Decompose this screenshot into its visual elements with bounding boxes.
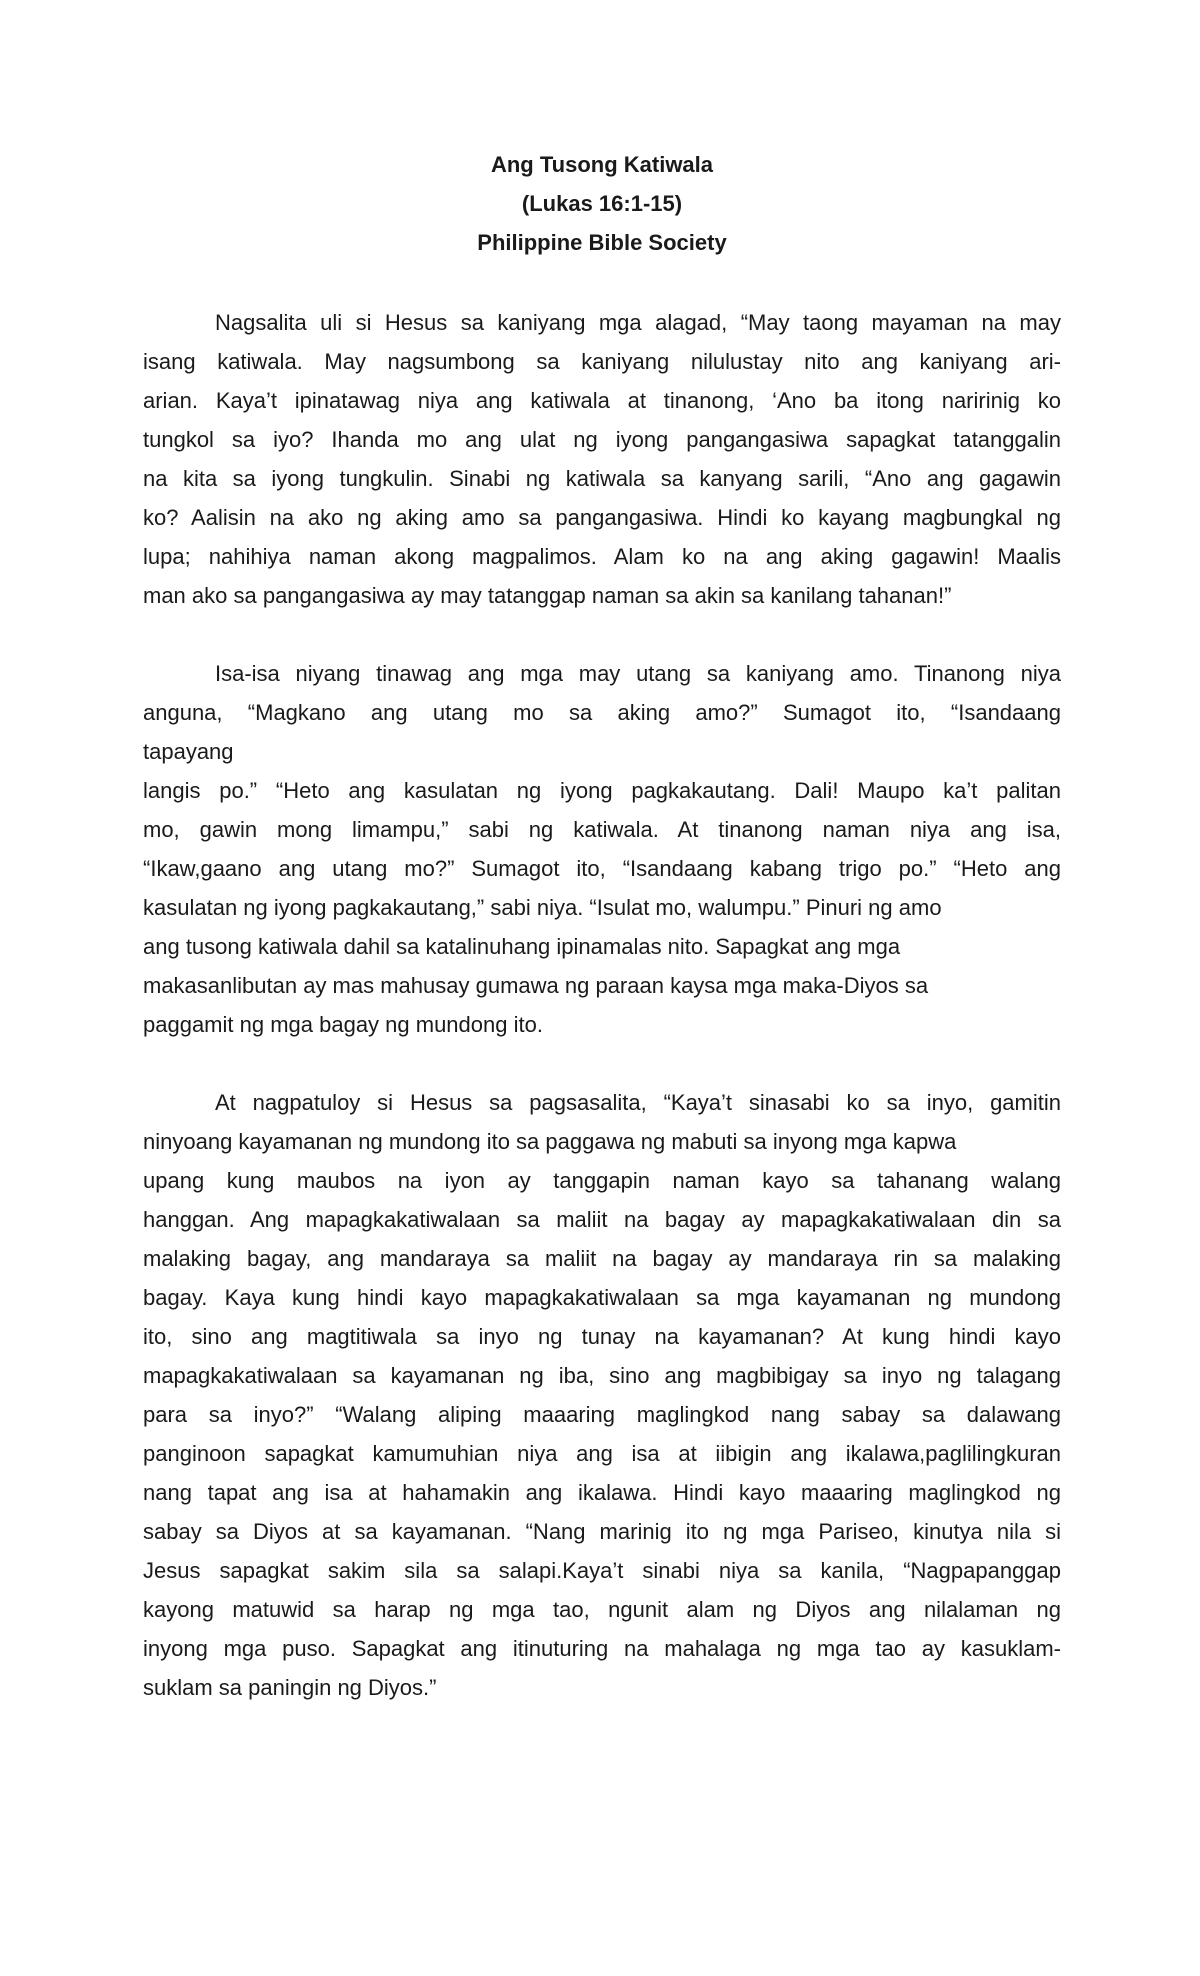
paragraph-line: ito, sino ang magtitiwala sa inyo ng tunay na kayamanan? At kung hindi kayo xyxy=(143,1324,1061,1349)
paragraph-line: ninyoang kayamanan ng mundong ito sa paggawa ng mabuti sa inyong mga kapwa xyxy=(143,1129,957,1154)
paragraph-line: “Ikaw,gaano ang utang mo?” Sumagot ito, “Isandaang kabang trigo po.” “Heto ang xyxy=(143,856,1061,881)
paragraph-line: langis po.” “Heto ang kasulatan ng iyong pagkakautang. Dali! Maupo ka’t palitan xyxy=(143,778,1061,803)
paragraph-line: panginoon sapagkat kamumuhian niya ang isa at iibigin ang ikalawa,paglilingkuran xyxy=(143,1441,1061,1466)
paragraph-line: isang katiwala. May nagsumbong sa kaniyang nilulustay nito ang kaniyang ari- xyxy=(143,349,1061,374)
paragraph-line: upang kung maubos na iyon ay tanggapin naman kayo sa tahanang walang xyxy=(143,1168,1061,1193)
paragraph-line: para sa inyo?” “Walang aliping maaaring maglingkod nang sabay sa dalawang xyxy=(143,1402,1061,1427)
paragraph-line: Jesus sapagkat sakim sila sa salapi.Kaya’t sinabi niya sa kanila, “Nagpapanggap xyxy=(143,1558,1061,1583)
paragraph-line: lupa; nahihiya naman akong magpalimos. Alam ko na ang aking gagawin! Maalis xyxy=(143,544,1061,569)
title-block xyxy=(143,145,1061,262)
paragraph-line: At nagpatuloy si Hesus sa pagsasalita, “Kaya’t sinasabi ko sa inyo, gamitin xyxy=(215,1090,1061,1115)
paragraph-3 xyxy=(143,1083,1061,1707)
paragraph-line: mo, gawin mong limampu,” sabi ng katiwala. At tinanong naman niya ang isa, xyxy=(143,817,1061,842)
paragraph-line: arian. Kaya’t ipinatawag niya ang katiwala at tinanong, ‘Ano ba itong naririnig ko xyxy=(143,388,1061,413)
paragraph-line: makasanlibutan ay mas mahusay gumawa ng paraan kaysa mga maka-Diyos sa xyxy=(143,973,929,998)
paragraph-line: anguna, “Magkano ang utang mo sa aking amo?” Sumagot ito, “Isandaang xyxy=(143,700,1061,725)
paragraph-line: kasulatan ng iyong pagkakautang,” sabi niya. “Isulat mo, walumpu.” Pinuri ng amo xyxy=(143,895,942,920)
document-page xyxy=(143,145,1061,1707)
paragraph-line: kayong matuwid sa harap ng mga tao, ngunit alam ng Diyos ang nilalaman ng xyxy=(143,1597,1061,1622)
document-title: Ang Tusong Katiwala xyxy=(490,152,714,177)
paragraph-line: Nagsalita uli si Hesus sa kaniyang mga alagad, “May taong mayaman na may xyxy=(215,310,1061,335)
paragraph-line: paggamit ng mga bagay ng mundong ito. xyxy=(143,1012,543,1037)
paragraph-line: malaking bagay, ang mandaraya sa maliit na bagay ay mandaraya rin sa malaking xyxy=(143,1246,1061,1271)
paragraph-line: sabay sa Diyos at sa kayamanan. “Nang marinig ito ng mga Pariseo, kinutya nila si xyxy=(143,1519,1061,1544)
paragraph-line: inyong mga puso. Sapagkat ang itinuturing na mahalaga ng mga tao ay kasuklam- xyxy=(143,1636,1061,1661)
paragraph-line: nang tapat ang isa at hahamakin ang ikalawa. Hindi kayo maaaring maglingkod ng xyxy=(143,1480,1061,1505)
paragraph-line: suklam sa paningin ng Diyos.” xyxy=(143,1675,437,1700)
paragraph-line: ko? Aalisin na ako ng aking amo sa pangangasiwa. Hindi ko kayang magbungkal ng xyxy=(143,505,1061,530)
paragraph-line: na kita sa iyong tungkulin. Sinabi ng katiwala sa kanyang sarili, “Ano ang gagawin xyxy=(143,466,1061,491)
paragraph-line: bagay. Kaya kung hindi kayo mapagkakatiwalaan sa mga kayamanan ng mundong xyxy=(143,1285,1061,1310)
paragraph-line: tungkol sa iyo? Ihanda mo ang ulat ng iyong pangangasiwa sapagkat tatanggalin xyxy=(143,427,1061,452)
paragraph-line: mapagkakatiwalaan sa kayamanan ng iba, sino ang magbibigay sa inyo ng talagang xyxy=(143,1363,1061,1388)
paragraph-line: hanggan. Ang mapagkakatiwalaan sa maliit na bagay ay mapagkakatiwalaan din sa xyxy=(143,1207,1061,1232)
source-attribution: Philippine Bible Society xyxy=(477,230,727,255)
paragraph-line: ang tusong katiwala dahil sa katalinuhang ipinamalas nito. Sapagkat ang mga xyxy=(143,934,901,959)
paragraph-line: Isa-isa niyang tinawag ang mga may utang sa kaniyang amo. Tinanong niya xyxy=(215,661,1061,686)
paragraph-1 xyxy=(143,303,1061,615)
paragraph-line: man ako sa pangangasiwa ay may tatanggap naman sa akin sa kanilang tahanan!” xyxy=(143,583,952,608)
scripture-reference: (Lukas 16:1-15) xyxy=(521,191,683,216)
paragraph-line: tapayang xyxy=(143,739,234,764)
paragraph-2 xyxy=(143,654,1061,1044)
